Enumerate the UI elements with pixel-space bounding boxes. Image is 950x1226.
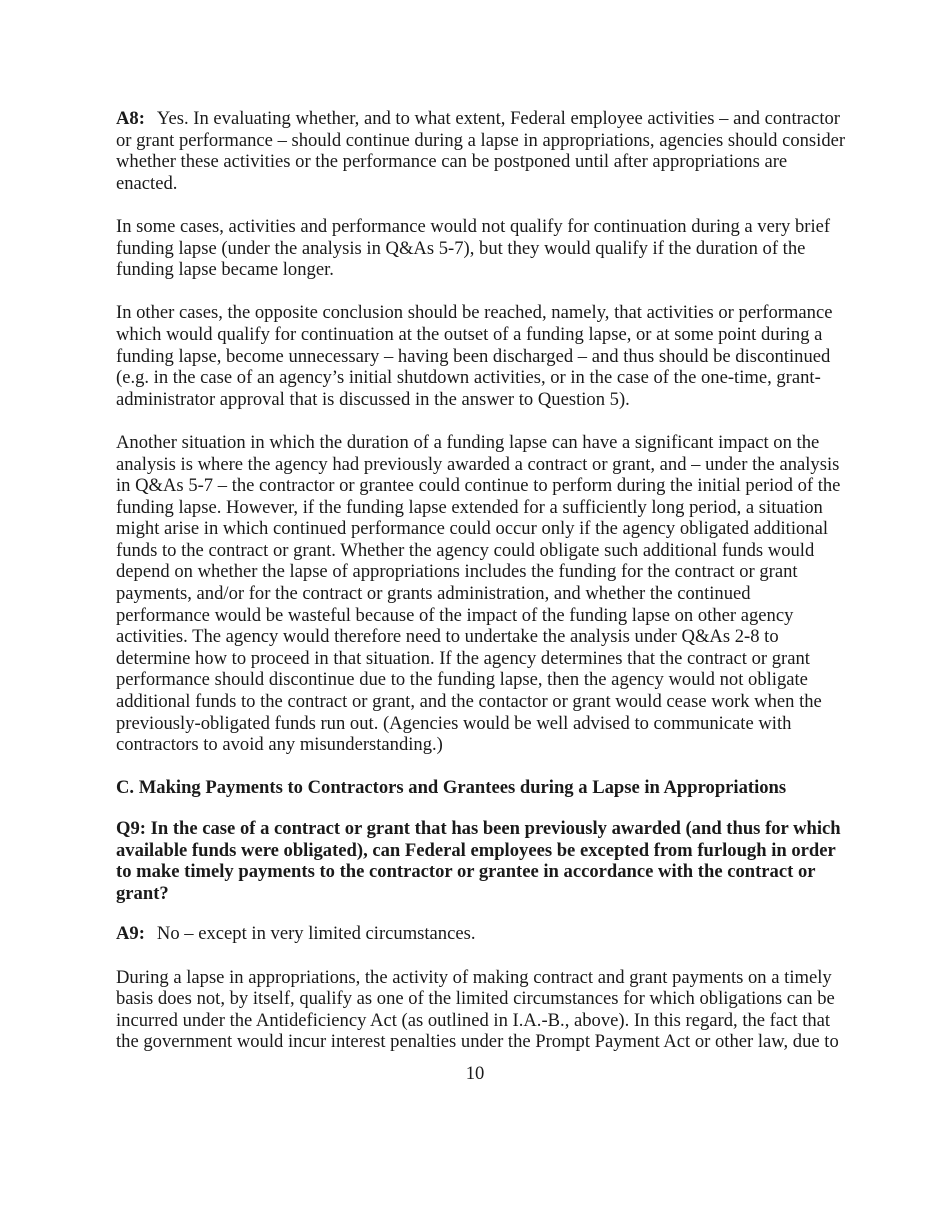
section-c-heading: C. Making Payments to Contractors and Grantees during a Lapse in Appropriations (116, 777, 787, 799)
body-paragraph: Another situation in which the duration of a funding lapse can have a significant impact on the analysis is where the agency had previously awarded a contract or grant, and – under the analysis in Q&As 5-7 – the contractor or grantee could continue to perform during the initial period of the funding lapse. However, if the funding lapse extended for a sufficiently long period, a situation might arise in which continued performance could occur only if the agency obligated additional funds to the contract or grant. Whether the agency could obligate such additional funds would depend on whether the lapse of appropriations includes the funding for the contract or grant payments, and/or for the contract or grants administration, and whether the continued performance would be wasteful because of the impact of the funding lapse on other agency activities. The agency would therefore need to undertake the analysis under Q&As 2-8 to determine how to proceed in that situation. If the agency determines that the contract or grant performance should discontinue due to the funding lapse, then the agency would not obligate additional funds to the contract or grant, and the contactor or grant would cease work when the previously-obligated funds run out. (Agencies would be well advised to communicate with contractors to avoid any misunderstanding.) (116, 431, 841, 756)
answer-9-text: No – except in very limited circumstances. (156, 923, 476, 945)
answer-8-text: Yes. In evaluating whether, and to what extent, Federal employee activities – and contractor or grant performance – should continue during a lapse in appropriations, agencies should consider whether these activities or the performance can be postponed until after appropriations are enacted. (116, 108, 846, 194)
answer-9-label: A9: (116, 923, 145, 945)
body-paragraph: During a lapse in appropriations, the activity of making contract and grant payments on a timely basis does not, by itself, qualify as one of the limited circumstances for which obligations can be incurred under the Antideficiency Act (as outlined in I.A.-B., above). In this regard, the fact that the government would incur interest penalties under the Prompt Payment Act or other law, due to (116, 966, 839, 1053)
question-9: Q9: In the case of a contract or grant that has been previously awarded (and thus for which available funds were obligated), can Federal employees be excepted from furlough in order to make timely payments to the contractor or grantee in accordance with the contract or grant? (116, 818, 841, 904)
answer-9-paragraph (116, 923, 848, 945)
body-paragraph: In other cases, the opposite conclusion should be reached, namely, that activities or performance which would qualify for continuation at the outset of a funding lapse, or at some point during a funding lapse, become unnecessary – having been discharged – and thus should be discontinued (e.g. in the case of an agency’s initial shutdown activities, or in the case of the one-time, grant-administrator approval that is discussed in the answer to Question 5). (116, 302, 833, 410)
answer-8-label: A8: (116, 108, 145, 129)
body-paragraph: In some cases, activities and performance would not qualify for continuation during a very brief funding lapse (under the analysis in Q&As 5-7), but they would qualify if the duration of the funding lapse became longer. (116, 215, 831, 281)
document-page (116, 108, 848, 1075)
answer-8-paragraph (116, 108, 848, 194)
page-number: 10 (465, 1063, 485, 1084)
